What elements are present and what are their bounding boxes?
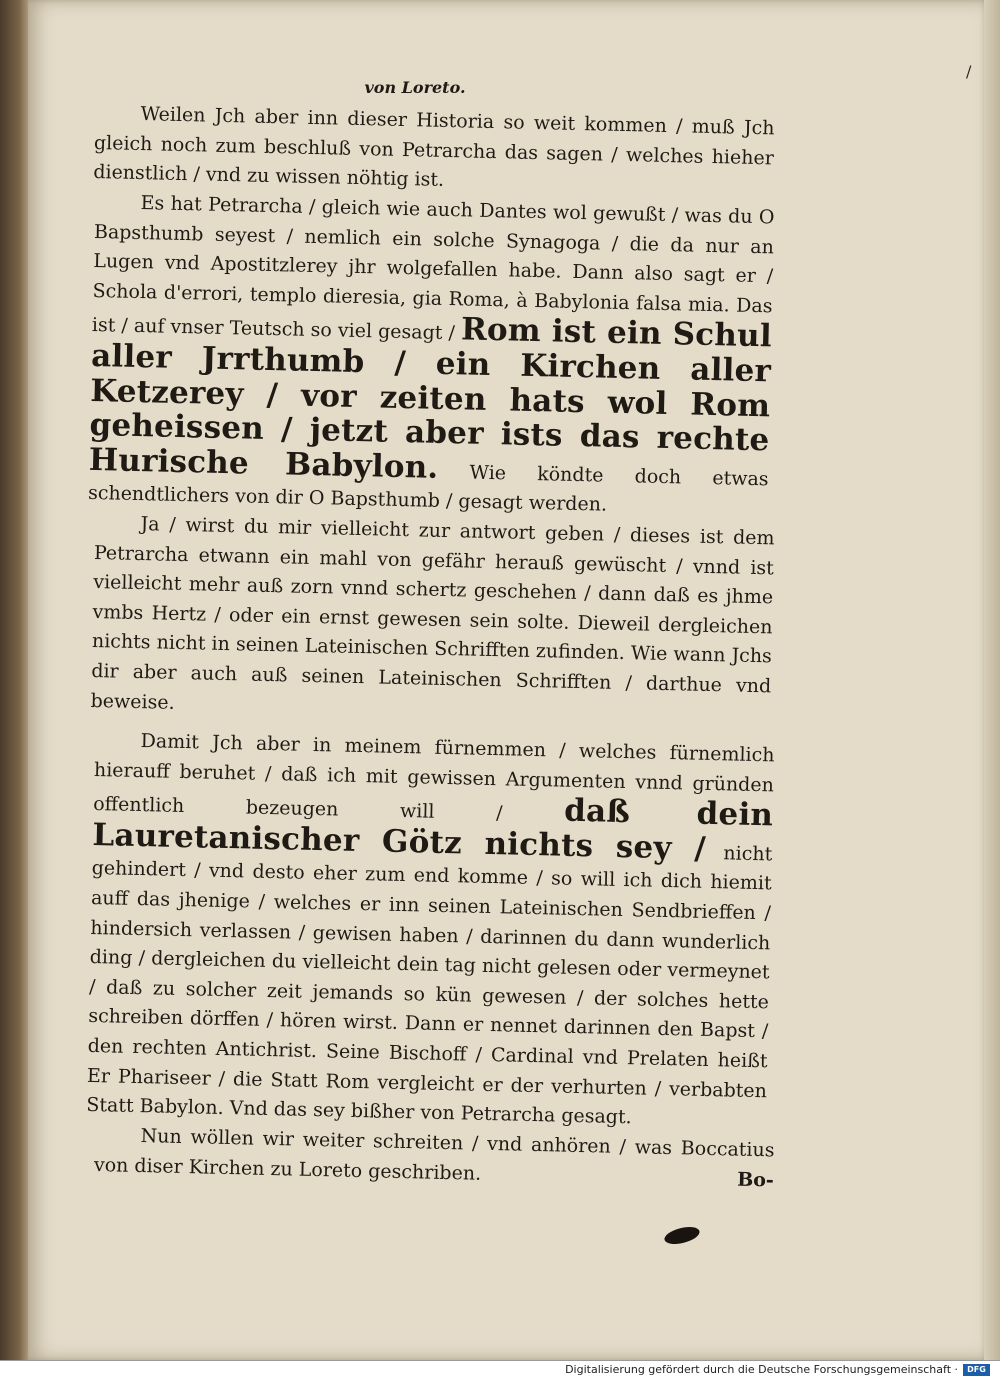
paragraph-4-emphasis: daß dein Lauretanischer Götz nichts sey / [92,792,774,867]
paragraph-2-text: Es hat Petrarcha / gleich wie auch Dantes wol gewußt / was du O Bapsthumb seyest / nemlich ein solche Synagoga / die da nur an Lugen vnd Apostitzlerey jhr wolgefallen habe. Dann also sagt er / Schola d'errori, templo dieresia, gia Roma, à Babylonia falsa mia. Das ist / auf vnser Teutsch so viel gesagt / [91,191,775,345]
paragraph-5-text: Nun wöllen wir weiter schreiten / vnd anhören / was Boccatius von diser Kirchen zu Loreto geschriben. [93,1124,775,1184]
page-mark: / [966,62,972,81]
paragraph-1: Weilen Jch aber inn dieser Historia so weit kommen / muß Jch gleich noch zum beschluß von Petrarcha das sagen / welches hieher dienstlich / vnd zu wissen nöhtig ist. [93,103,775,192]
paragraph-2-emphasis: Rom ist ein Schul aller Jrrthumb / ein Kirchen aller Ketzerey / vor zeiten hats wol Rom geheissen / jetzt aber ists das rechte Hurische Babylon. [88,311,773,486]
page-text [86,78,775,1191]
paragraph-4-tail: nicht gehindert / vnd desto eher zum end komme / so will ich dich hiemit auff das jhenige / welches er inn seinen Lateinischen Sendbrieffen / hindersich verlassen / gewisen haben / darinnen du dann wunderlich ding / dergleichen du vielleicht dein tag nicht gelesen oder vermeynet / daß zu solcher zeit jemands so kün gewesen / der solches hette schreiben dörffen / hören wirst. Dann er nennet darinnen den Bapst / den rechten Antichrist. Seine Bischoff / Cardinal vnd Prelaten heißt Er Phariseer / die Statt Rom vergleicht er der verhurten / verbabten Statt Babylon. Vnd das sey bißher von Petrarcha gesagt. [86,841,773,1129]
paragraph-4 [86,726,775,1136]
dfg-logo-icon: DFG [963,1364,990,1376]
paragraph-2-tail: Wie köndte doch etwas schendtlichers von dir O Bapsthumb / gesagt werden. [87,461,769,516]
paragraph-3: Ja / wirst du mir vielleicht zur antwort geben / dieses ist dem Petrarcha etwann ein mahl von gefähr herauß gewüscht / vnnd ist vielleicht mehr auß zorn vnnd schertz geschehen / dann daß es jhme vmbs Hertz / oder ein ernst gewesen sein solte. Dieweil dergleichen nichts nicht in seinen Lateinischen Schrifften zufinden. Wie wann Jchs dir aber auch auß seinen Lateinischen Schrifften / darthue vnd beweise. [90,512,775,714]
page-right-edge [984,0,1000,1360]
funding-credit: Digitalisierung gefördert durch die Deutsche Forschungsgemeinschaft · [565,1363,958,1376]
paragraph-2 [88,188,775,524]
running-head: von Loreto. [364,78,466,97]
catchword: Bo- [736,1167,775,1191]
footer-bar [0,1360,1000,1379]
paragraph-4-text: Damit Jch aber in meinem fürnemmen / welches fürnemlich hierauff beruhet / daß ich mit gewissen Argumenten vnnd gründen offentlich bezeugen will / [92,729,775,825]
